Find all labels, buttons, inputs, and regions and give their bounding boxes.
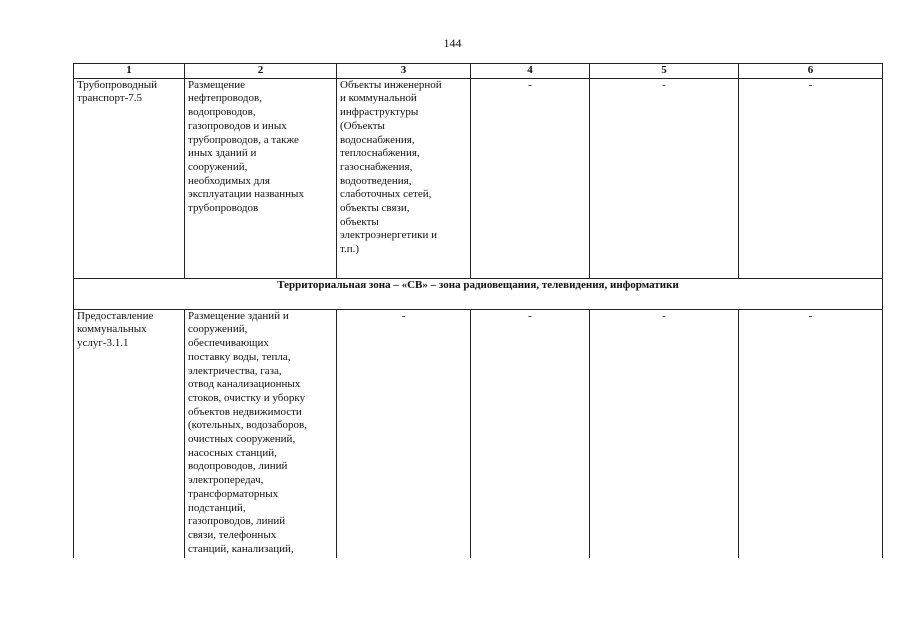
header-col-4: 4 [471,64,590,79]
header-col-3: 3 [337,64,471,79]
cell-col-4: - [471,309,590,558]
header-col-5: 5 [590,64,739,79]
cell-col-5: - [590,78,739,278]
cell-text: Размещение нефтепроводов, водопроводов, газопроводов и иных трубопроводов, а также иных зданий и сооружений, необходимых для эксплуатации названных трубопроводов [188,78,304,215]
table-row [74,78,883,278]
header-col-6: 6 [739,64,883,79]
cell-col-6: - [739,309,883,558]
zoning-table [73,63,883,558]
cell-use-type [74,78,185,278]
table-row [74,309,883,558]
header-col-2: 2 [185,64,337,79]
cell-text: Трубопроводный транспорт-7.5 [77,78,158,105]
header-col-1: 1 [74,64,185,79]
cell-objects [337,78,471,278]
cell-col-3: - [337,309,471,558]
cell-col-5: - [590,309,739,558]
cell-text: Размещение зданий и сооружений, обеспечивающих поставку воды, тепла, электричества, газа, отвод канализационных стоков, очистку и уборку объектов недвижимости (котельных, водозаборов, очистных сооружений, насосных станций, водопроводов, линий электропередач, трансформаторных подстанций, газопроводов, линий связи, телефонных станций, канализаций, [188,309,307,555]
page-number: 144 [443,36,462,50]
table-viewport [73,63,885,558]
zone-heading: Территориальная зона – «СВ» – зона радиовещания, телевидения, информатики [74,278,883,309]
cell-col-6: - [739,78,883,278]
cell-col-4: - [471,78,590,278]
zone-heading-row [74,278,883,309]
cell-description [185,78,337,278]
table-header-row [74,64,883,79]
cell-description [185,309,337,558]
cell-use-type [74,309,185,558]
cell-text: Объекты инженерной и коммунальной инфраструктуры (Объекты водоснабжения, теплоснабжения, газоснабжения, водоотведения, слаботочных сетей, объекты связи, объекты электроэнергетики и т.п.) [340,78,442,256]
cell-text: Предоставление коммунальных услуг-3.1.1 [77,309,154,350]
